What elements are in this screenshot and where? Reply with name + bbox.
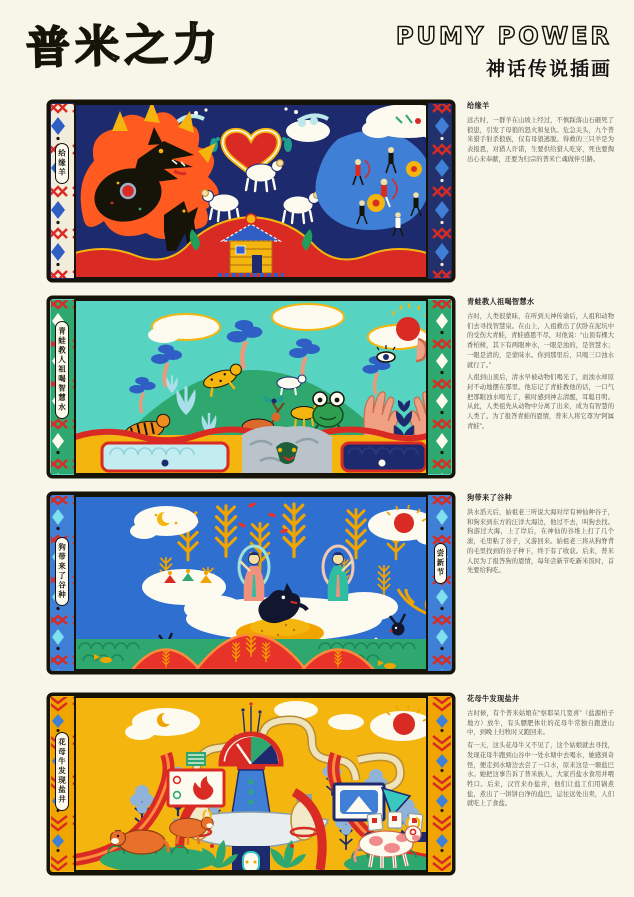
poster-subtitle: 神话传说插画 [485, 59, 612, 80]
tiger-rock [242, 426, 332, 474]
story-paragraph: 古时候，有个普米姑娘在“察耶呆几宽喜”（盐源柏子地方）放牛，有头膘肥体壮的花母牛常独自跑进山中，到晚上归牧时又跑回来。 [467, 710, 614, 737]
story-row-cow [46, 692, 614, 876]
panel-label-frog: 青蛙教人祖喝智慧水 [55, 321, 69, 419]
story-paragraph: 洪水滔天后，始祖老三听说大海对岸有神仙种谷子，和狗来到东方的汪洋大海边，他过不去，叫狗去找。狗游过大海，上了岸后，在神仙的谷堆上打了几个滚，毛里粘了谷子，又游回来。始祖老三将从狗脊背的毛里找到的谷子种下，终于有了收获。后来，普米人民为了报答狗的恩情，每年尝新节吃新米饭时，首先要给狗吃。 [467, 509, 614, 575]
story-row-dog [46, 491, 614, 675]
water-basins [75, 426, 427, 474]
story-title: 狗带来了谷种 [467, 493, 512, 502]
story-text-dog [467, 493, 614, 579]
poster-title-english: PUMY POWER [395, 22, 612, 50]
story-row-frog [46, 295, 614, 479]
cow-panel-art [46, 692, 456, 876]
panel-illustration-frog [46, 295, 456, 479]
story-row-sheep [46, 99, 614, 283]
story-text-cow [467, 694, 614, 812]
sheep-panel-art [46, 99, 456, 283]
panel-label-cow: 花母牛发现盐井 [55, 732, 69, 811]
story-paragraph: 远古时，一群羊在山坡上经过，不慎踩落山石砸死了狼崽，引发了母狼的怒火和复仇。危急关头，九个普米猎手射杀狼族，仅有母狼逃脱。得救的三只羊是为表报恩，对猎人许诺，生要供给猎人吃穿，死也要掏出心来奉献，还要为归宗的普米亡魂做伴引路。 [467, 117, 614, 163]
panel-label-festival: 尝新节 [434, 543, 448, 584]
story-title: 给缘羊 [467, 101, 490, 110]
story-paragraph: 人祖到山顶后，清水早被动物们喝光了，而浊水却原封不动地摆在那里。他忘记了青蛙教他的话，一口气把那眼浊水喝光了，顿时感到神志清醒，耳聪目明。从此，人类祖先从动物中分离了出来，成为有智慧的人类了。为了报答青蛙的恩情，普米人将它尊为“阿属青蛙”。 [467, 374, 614, 430]
story-paragraph: 有一天，这头花母牛又不见了，这个姑娘就去寻找，发现花母牛跑到山谷中一处水塘中去喝水，她感到奇怪，便走到水塘边去尝了一口水，原来这是一塘盐巴水。她把这事告诉了普米族人，大家舀盐水食用并喂牲口。后来，汉官来办盐井，他们让盐工们用锅煮盐，煮出了一饼饼白净的盐巴，运往远处出卖，人们就吃上了食盐。 [467, 742, 614, 808]
dog-panel-art [46, 491, 456, 675]
panel-label-sheep: 给缘羊 [55, 143, 69, 184]
panel-illustration-sheep [46, 99, 456, 283]
story-title: 青蛙教人祖喝智慧水 [467, 297, 535, 306]
panel-illustration-cow [46, 692, 456, 876]
header-right [396, 22, 612, 81]
story-paragraph: 古时，人类很蒙昧，在听到天神传谕后，人祖和动物们去寻找智慧泉。在山上，人祖救出了伏卧在泥坑中的受伤大青蛙，青蛙感恩不尽，对他说：“山顶有棵大香柏树，其下有两眼神水，一眼是浊的，是智慧水；一眼是清的，是蒙昧水。你到那里后，只喝三口浊水就行了。” [467, 313, 614, 369]
story-text-frog [467, 297, 614, 434]
panel-illustration-dog [46, 491, 456, 675]
story-title: 花母牛发现盐井 [467, 694, 520, 703]
poster-title-chinese: 普米之力 [25, 18, 223, 75]
panel-label-dog: 狗带来了谷种 [55, 537, 69, 606]
frog-panel-art [46, 295, 456, 479]
story-text-sheep [467, 101, 614, 168]
